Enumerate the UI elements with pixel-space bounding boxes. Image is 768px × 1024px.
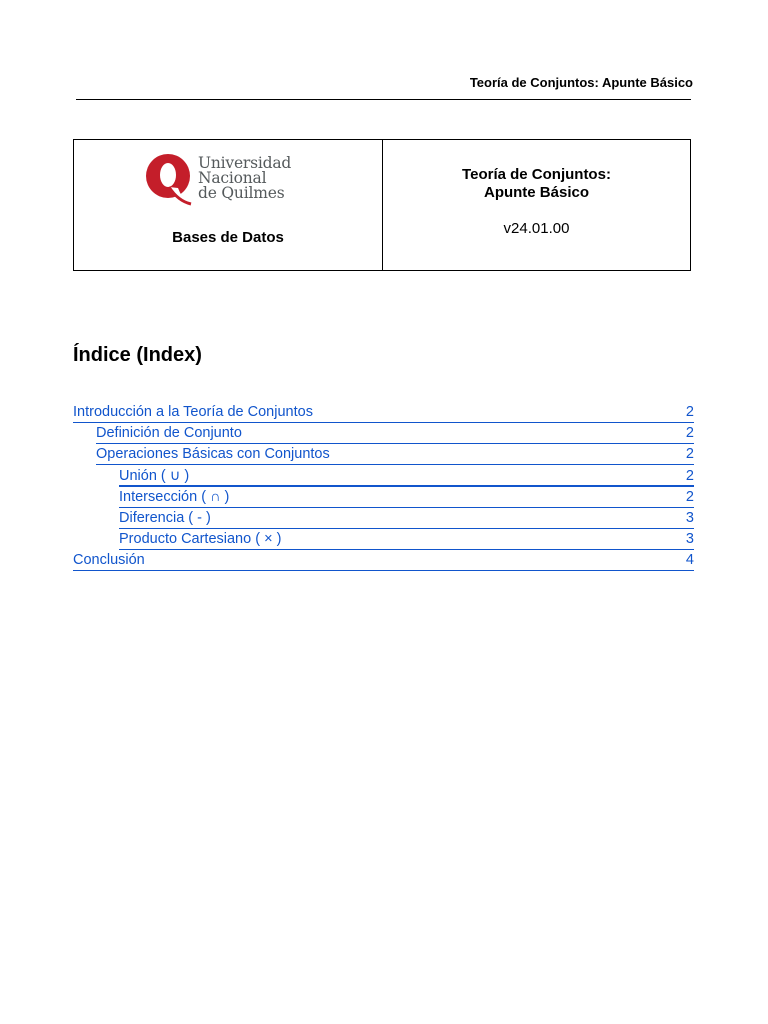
toc-entry-page: 4 bbox=[685, 552, 694, 569]
toc-entry-conclusion[interactable] bbox=[73, 551, 694, 571]
title-table bbox=[73, 139, 691, 271]
toc-entry-introduccion[interactable] bbox=[73, 403, 694, 423]
toc-entry-definicion[interactable] bbox=[96, 424, 694, 444]
toc-entry-label: Conclusión bbox=[73, 552, 145, 569]
toc-entry-page: 2 bbox=[685, 488, 694, 505]
toc-entry-label: Introducción a la Teoría de Conjuntos bbox=[73, 404, 313, 420]
title-table-left-cell bbox=[74, 140, 383, 270]
document-version: v24.01.00 bbox=[503, 220, 570, 237]
toc-entry-page: 3 bbox=[685, 509, 694, 526]
toc-entry-page: 2 bbox=[685, 467, 694, 484]
logo-line: Universidad bbox=[198, 153, 292, 172]
logo-line: de Quilmes bbox=[198, 183, 285, 202]
toc-entry-label: Definición de Conjunto bbox=[96, 425, 242, 442]
toc-entry-label: Unión ( ∪ ) bbox=[119, 467, 190, 484]
unq-logo-icon bbox=[145, 149, 193, 207]
toc-entry-operaciones[interactable] bbox=[96, 445, 694, 465]
toc-entry-page: 2 bbox=[685, 446, 694, 463]
document-title-line: Teoría de Conjuntos: bbox=[462, 166, 611, 183]
university-logo bbox=[145, 149, 291, 207]
toc-entry-page: 2 bbox=[685, 425, 694, 442]
title-table-right-cell bbox=[383, 140, 690, 270]
logo-line: Nacional bbox=[198, 168, 267, 187]
document-title-line: Apunte Básico bbox=[483, 184, 589, 201]
toc-entry-diferencia[interactable] bbox=[119, 509, 694, 529]
subject-name: Bases de Datos bbox=[172, 229, 284, 246]
toc-entry-label: Operaciones Básicas con Conjuntos bbox=[96, 446, 330, 463]
toc-entry-label: Diferencia ( - ) bbox=[119, 509, 211, 526]
header-rule bbox=[76, 99, 691, 100]
university-name bbox=[198, 153, 292, 202]
toc-entry-interseccion[interactable] bbox=[119, 488, 694, 508]
toc-entry-page: 3 bbox=[685, 531, 694, 548]
document-title bbox=[383, 166, 690, 202]
toc-entry-union[interactable] bbox=[119, 467, 694, 487]
running-header: Teoría de Conjuntos: Apunte Básico bbox=[469, 75, 693, 90]
toc-entry-producto-cartesiano[interactable] bbox=[119, 530, 694, 550]
toc-heading: Índice (Index) bbox=[73, 344, 202, 366]
toc-entry-page: 2 bbox=[685, 404, 694, 420]
toc-entry-label: Intersección ( ∩ ) bbox=[119, 488, 230, 505]
table-of-contents bbox=[73, 403, 694, 573]
toc-entry-label: Producto Cartesiano ( × ) bbox=[119, 531, 282, 548]
